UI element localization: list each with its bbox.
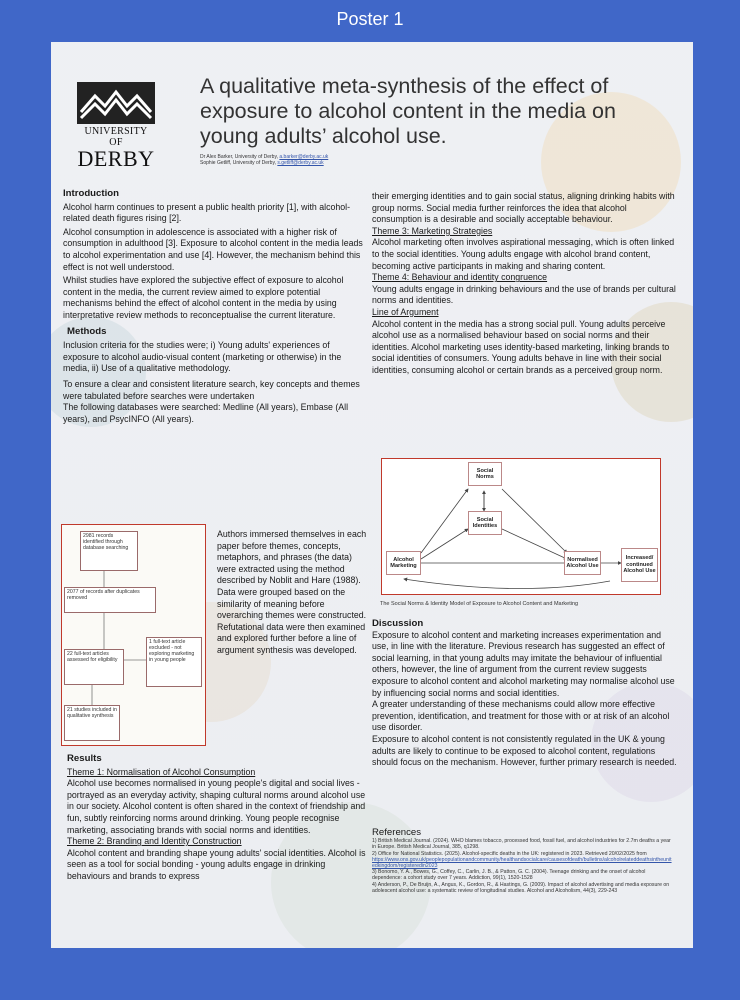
university-logo [77, 82, 155, 170]
introduction-p2: Alcohol consumption in adolescence is associated with a higher risk of consumption in adulthood [3]. Exposure to alcohol content in the media leads to alcohol experimentation and use [4]. However, the mechanism behind this effect is not well understood. [63, 226, 363, 272]
flow-box-duplicates-removed: 2077 of records after duplicates removed [64, 587, 156, 613]
model-social-identities: Social Identities [468, 511, 502, 535]
poster-title: A qualitative meta-synthesis of the effect of exposure to alcohol content in the media on young adults’ alcohol use. [200, 74, 616, 148]
authors [200, 154, 328, 166]
methods-synthesis-text: Authors immersed themselves in each paper before themes, concepts, metaphors, and phrases (the data) were extracted using the method described by Noblit and Hare (1988). Data were grouped based on the similarity of meaning before overarching themes were constructed. Refutational data were then examined and explored further before a line of argument synthesis was developed. [217, 529, 367, 655]
reference-4: 4) Anderson, P., De Bruijn, A., Angus, K., Gordon, R., & Hastings, G. (2009). Impact of alcohol advertising and media exposure on adolescent alcohol use: a systematic review of longitudinal studies. Alcohol and Alcoholism, 44(3), 229-243 [372, 881, 670, 894]
theme4-heading: Theme 4: Behaviour and identity congruence [372, 272, 548, 283]
prisma-flowchart [61, 524, 206, 746]
methods-p2: To ensure a clear and consistent literature search, key concepts and themes were tabulated before searches were undertaken [63, 378, 360, 401]
model-social-norms: Social Norms [468, 462, 502, 486]
references-heading: References [372, 827, 422, 838]
flow-box-identified: 2981 records identified through database searching [80, 531, 138, 571]
results-column [63, 753, 369, 883]
mountain-logo-icon [77, 82, 155, 124]
right-column [372, 191, 678, 377]
author-1-name: Dr Alex Barker, University of Derby, [200, 154, 280, 160]
methods-side-text [217, 529, 367, 657]
author-2 [200, 160, 328, 166]
frame-title: Poster 1 [336, 9, 404, 29]
theme4-text: Young adults engage in drinking behaviours and the use of brands per cultural norms and identities. [372, 283, 676, 306]
author-2-email[interactable]: s.getliff@derby.ac.uk [277, 160, 324, 166]
author-1-email[interactable]: a.barker@derby.ac.uk [279, 154, 329, 160]
logo-line-2: DERBY [77, 146, 155, 171]
results-heading: Results [67, 753, 102, 764]
line-of-argument-heading: Line of Argument [372, 306, 439, 317]
discussion-p1: Exposure to alcohol content and marketing increases experimentation and use, in line with the literature. Previous research has suggested an effect of social learning, in that young adults may imitate the behaviour of influential others, however, the line of argument from the current review suggests exposure to alcohol content and alcohol marketing may normalise alcohol use by influencing social norms and social identities. [372, 629, 675, 698]
line-of-argument-text: Alcohol content in the media has a strong social pull. Young adults perceive alcohol use as a normalised behaviour based on social norms and their identities. Alcohol marketing uses identity-based marketing, linking brands to social identities of consumers. Young adults behave in line with their social identities, consuming alcohol or certain brands as a perceived group norm. [372, 318, 670, 375]
methods-heading: Methods [67, 325, 107, 337]
reference-2: 2) Office for National Statistics. (2025). Alcohol-specific deaths in the UK: registered in 2023. Retrieved 20/02/2025 from [372, 850, 647, 857]
theme1-heading: Theme 1: Normalisation of Alcohol Consumption [67, 766, 256, 777]
model-increased-use: Increased/ continued Alcohol Use [621, 548, 658, 582]
flow-box-excluded: 1 full-text article excluded - not exploring marketing in young people [146, 637, 202, 687]
theme2-continued: their emerging identities and to gain social status, aligning drinking habits with group norms. Social media further reinforces the idea that alcohol consumption is a desirable and socially acceptable behaviour. [372, 191, 675, 225]
model-normalised-use: Normalised Alcohol Use [564, 551, 601, 575]
methods-p1: Inclusion criteria for the studies were; i) Young adults' experiences of exposure to alcohol audio-visual content (marketing or otherwise) in the media, ii) Use of a qualitative methodology. [63, 340, 342, 374]
introduction-p1: Alcohol harm continues to present a public health priority [1], with alcohol-related death figures rising [2]. [63, 201, 351, 224]
discussion-heading: Discussion [372, 618, 424, 629]
theme2-text: Alcohol content and branding shape young adults' social identities. Alcohol is seen as a tool for social bonding - young adults engage in drinking behaviours and brands to express [67, 847, 366, 881]
author-2-name: Sophie Getliff, University of Derby, [200, 160, 278, 166]
reference-1: 1) British Medical Journal. (2024). WHO blames tobacco, processed food, fossil fuel, and alcohol industries for 2.7m deaths a year in Europe. British Medical Journal, 385, q1298. [372, 838, 671, 851]
introduction-p3: Whilst studies have explored the subjective effect of exposure to alcohol content in the media, the current review aimed to explore potential mechanisms behind the effect of alcohol content in the media by using interpretative review methods to reconceptualise the current literature. [63, 275, 344, 320]
theme3-text: Alcohol marketing often involves aspirational messaging, which is often linked to the social identities. Young adults engage with alcohol brand content, becoming active participants in making and sharing content. [372, 237, 675, 271]
methods-p3: The following databases were searched: Medline (All years), Embase (All years), and PsycINFO (All years). [63, 402, 349, 424]
model-arrows [382, 459, 660, 594]
reference-3: 3) Bonomo, Y. A., Bowes, G., Coffey, C., Carlin, J. B., & Patton, G. C. (2004). Teenage drinking and the onset of alcohol dependence: a cohort study over 7 years. Addiction, 99(1), 1520-1528 [372, 869, 646, 882]
discussion-column [372, 618, 678, 769]
references [372, 827, 672, 894]
poster [51, 42, 693, 948]
discussion-p3: Exposure to alcohol content is not consistently regulated in the UK & young adults are likely to continue to be exposed to alcohol content, regulations should focus on the mechanism. However, further primary research is needed. [372, 733, 677, 768]
model-alcohol-marketing: Alcohol Marketing [386, 551, 421, 575]
theme1-text: Alcohol use becomes normalised in young people's digital and social lives - portrayed as an everyday activity, shaping cultural norms around alcohol use in our society. Alcohol content is often shared in the context of friendship and fun, subtly reinforcing norms around drinking. Young people recognise marketing, associating brands with social norms and identities. [67, 778, 366, 835]
discussion-p2: A greater understanding of these mechanisms could allow more effective prevention, identification, and treatment for those with or at risk of an alcohol use disorder. [372, 699, 670, 733]
flow-box-included: 21 studies included in qualitative synthesis [64, 705, 120, 741]
theme3-heading: Theme 3: Marketing Strategies [372, 225, 493, 236]
model-caption: The Social Norms & Identity Model of Exposure to Alcohol Content and Marketing [380, 601, 579, 607]
logo-line-1: UNIVERSITY OF [84, 126, 148, 148]
theme2-heading: Theme 2: Branding and Identity Construction [67, 836, 242, 847]
introduction-heading: Introduction [63, 188, 119, 199]
intro-methods-column [63, 188, 369, 425]
flow-box-assessed: 22 full-text articles assessed for eligibility [64, 649, 124, 685]
reference-2-link[interactable]: https://www.ons.gov.uk/peoplepopulationandcommunity/healthandsocialcare/causesofdeath/bulletins/alcoholrelateddeathsintheunitedkingdom/registeredin2023 [372, 856, 672, 870]
social-norms-identity-model [381, 458, 661, 595]
